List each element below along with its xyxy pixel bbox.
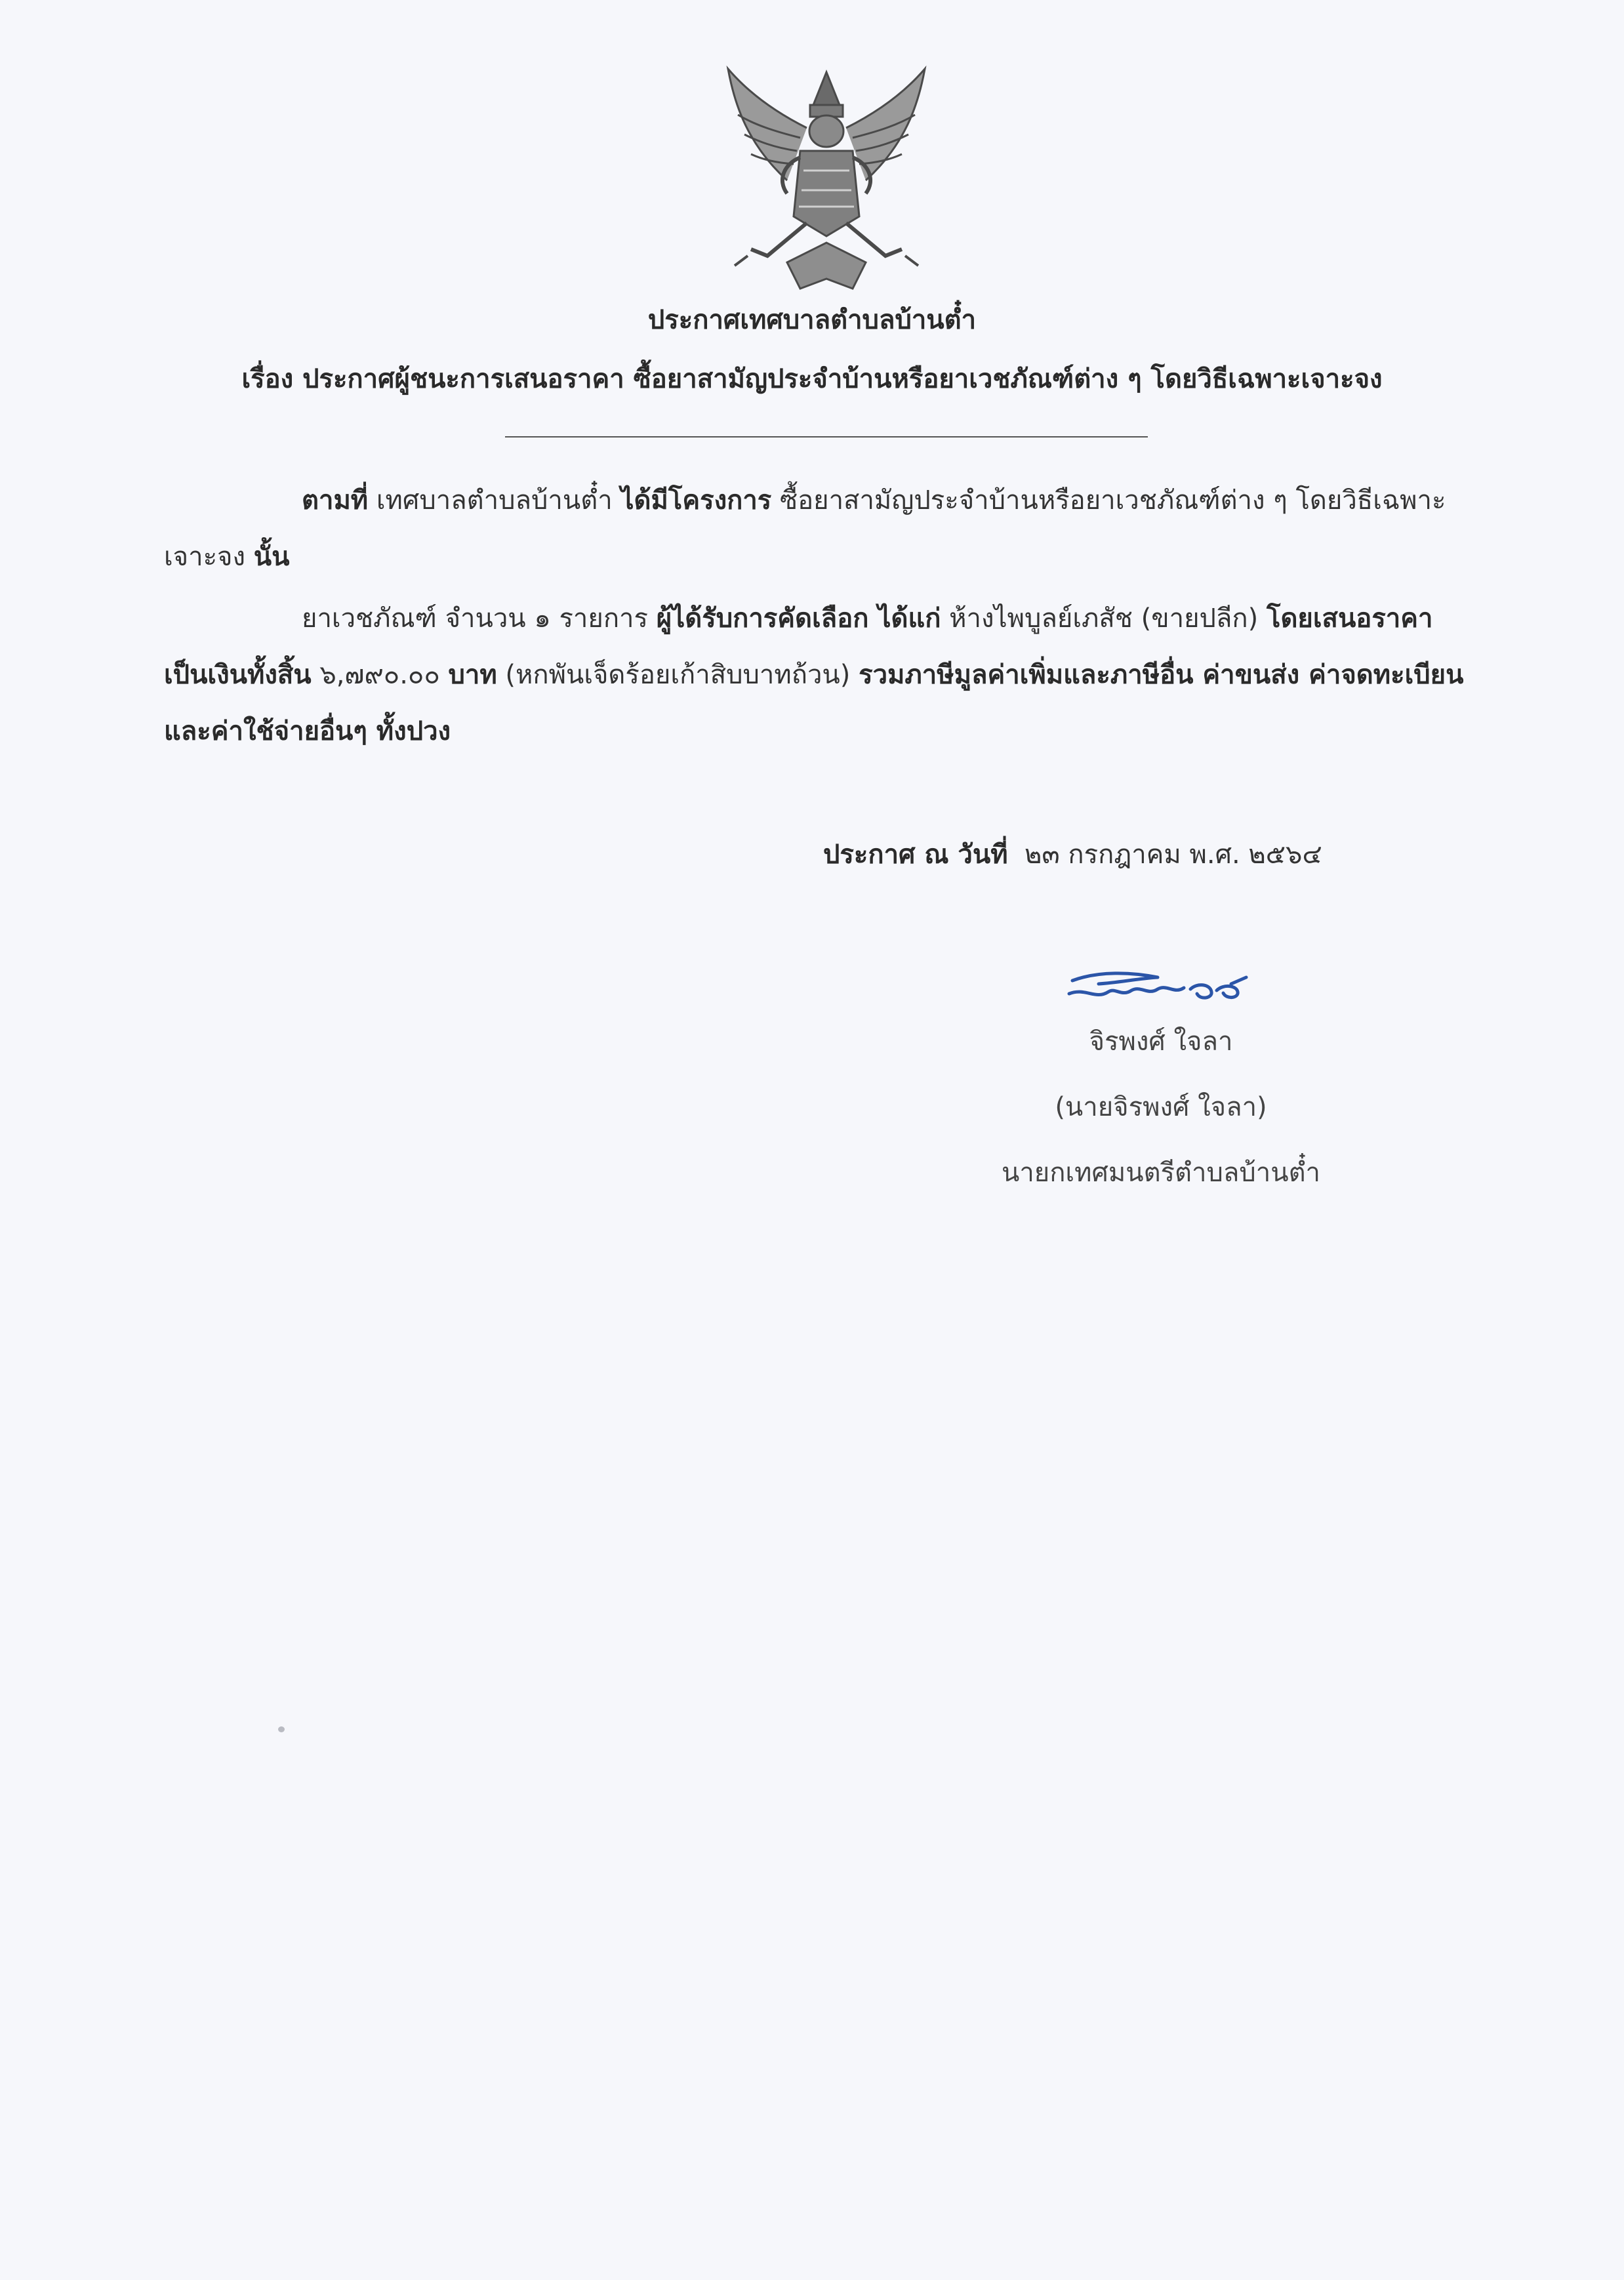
paragraph-winner xyxy=(164,590,1469,760)
date-value: ๒๓ กรกฎาคม พ.ศ. ๒๕๖๔ xyxy=(1025,840,1322,870)
signer-name: จิรพงศ์ ใจลา xyxy=(1089,1027,1233,1057)
signer-position: นายกเทศมนตรีตำบลบ้านต๋ำ xyxy=(1001,1158,1321,1188)
p1-text-2: ซื้อยาสามัญประจำบ้านหรือยาเวชภัณฑ์ต่าง ๆ โดยวิธีเฉพาะเจาะจง xyxy=(164,485,1446,572)
signer-full-name: (นายจิรพงศ์ ใจลา) xyxy=(1055,1092,1267,1122)
date-prefix: ประกาศ ณ วันที่ xyxy=(823,840,1008,870)
paragraph-project xyxy=(164,472,1469,585)
p1-text-1: เทศบาลตำบลบ้านต๋ำ xyxy=(368,485,621,516)
announcement-date xyxy=(823,833,1322,875)
p2-amount-words: (หกพันเจ็ดร้อยเก้าสิบบาทถ้วน) xyxy=(497,660,859,690)
announcement-subject: เรื่อง ประกาศผู้ชนะการเสนอราคา ซื้อยาสามัญประจำบ้านหรือยาเวชภัณฑ์ต่าง ๆ โดยวิธีเฉพาะเจาะจง xyxy=(241,364,1383,394)
p1-bold-1: ตามที่ xyxy=(302,485,369,516)
p2-text-2: ห้างไพบูลย์เภสัช (ขายปลีก) xyxy=(941,603,1267,634)
p2-amount: ๖,๗๙๐.๐๐ xyxy=(311,660,449,690)
p2-bold-1: ผู้ได้รับการคัดเลือก ได้แก่ xyxy=(656,603,941,634)
garuda-emblem-icon xyxy=(721,66,931,295)
p1-bold-3: นั้น xyxy=(253,542,290,572)
p2-bold-4: รวมภาษีมูลค่าเพิ่มและภาษีอื่น ค่าขนส่ง ค่าจดทะเบียน และค่าใช้จ่ายอื่นๆ ทั้งปวง xyxy=(164,660,1464,746)
p2-text-1: ยาเวชภัณฑ์ จำนวน ๑ รายการ xyxy=(302,603,657,634)
p2-bold-3: บาท xyxy=(448,660,497,690)
p1-bold-2: ได้มีโครงการ xyxy=(620,485,772,516)
title-divider xyxy=(505,436,1148,438)
p2-bold-2: โดยเสนอราคา เป็นเงินทั้งสิ้น xyxy=(164,603,1433,690)
handwritten-signature xyxy=(1059,964,1256,1010)
scan-speck xyxy=(278,1726,285,1732)
announcement-title: ประกาศเทศบาลตำบลบ้านต๋ำ xyxy=(647,305,977,335)
